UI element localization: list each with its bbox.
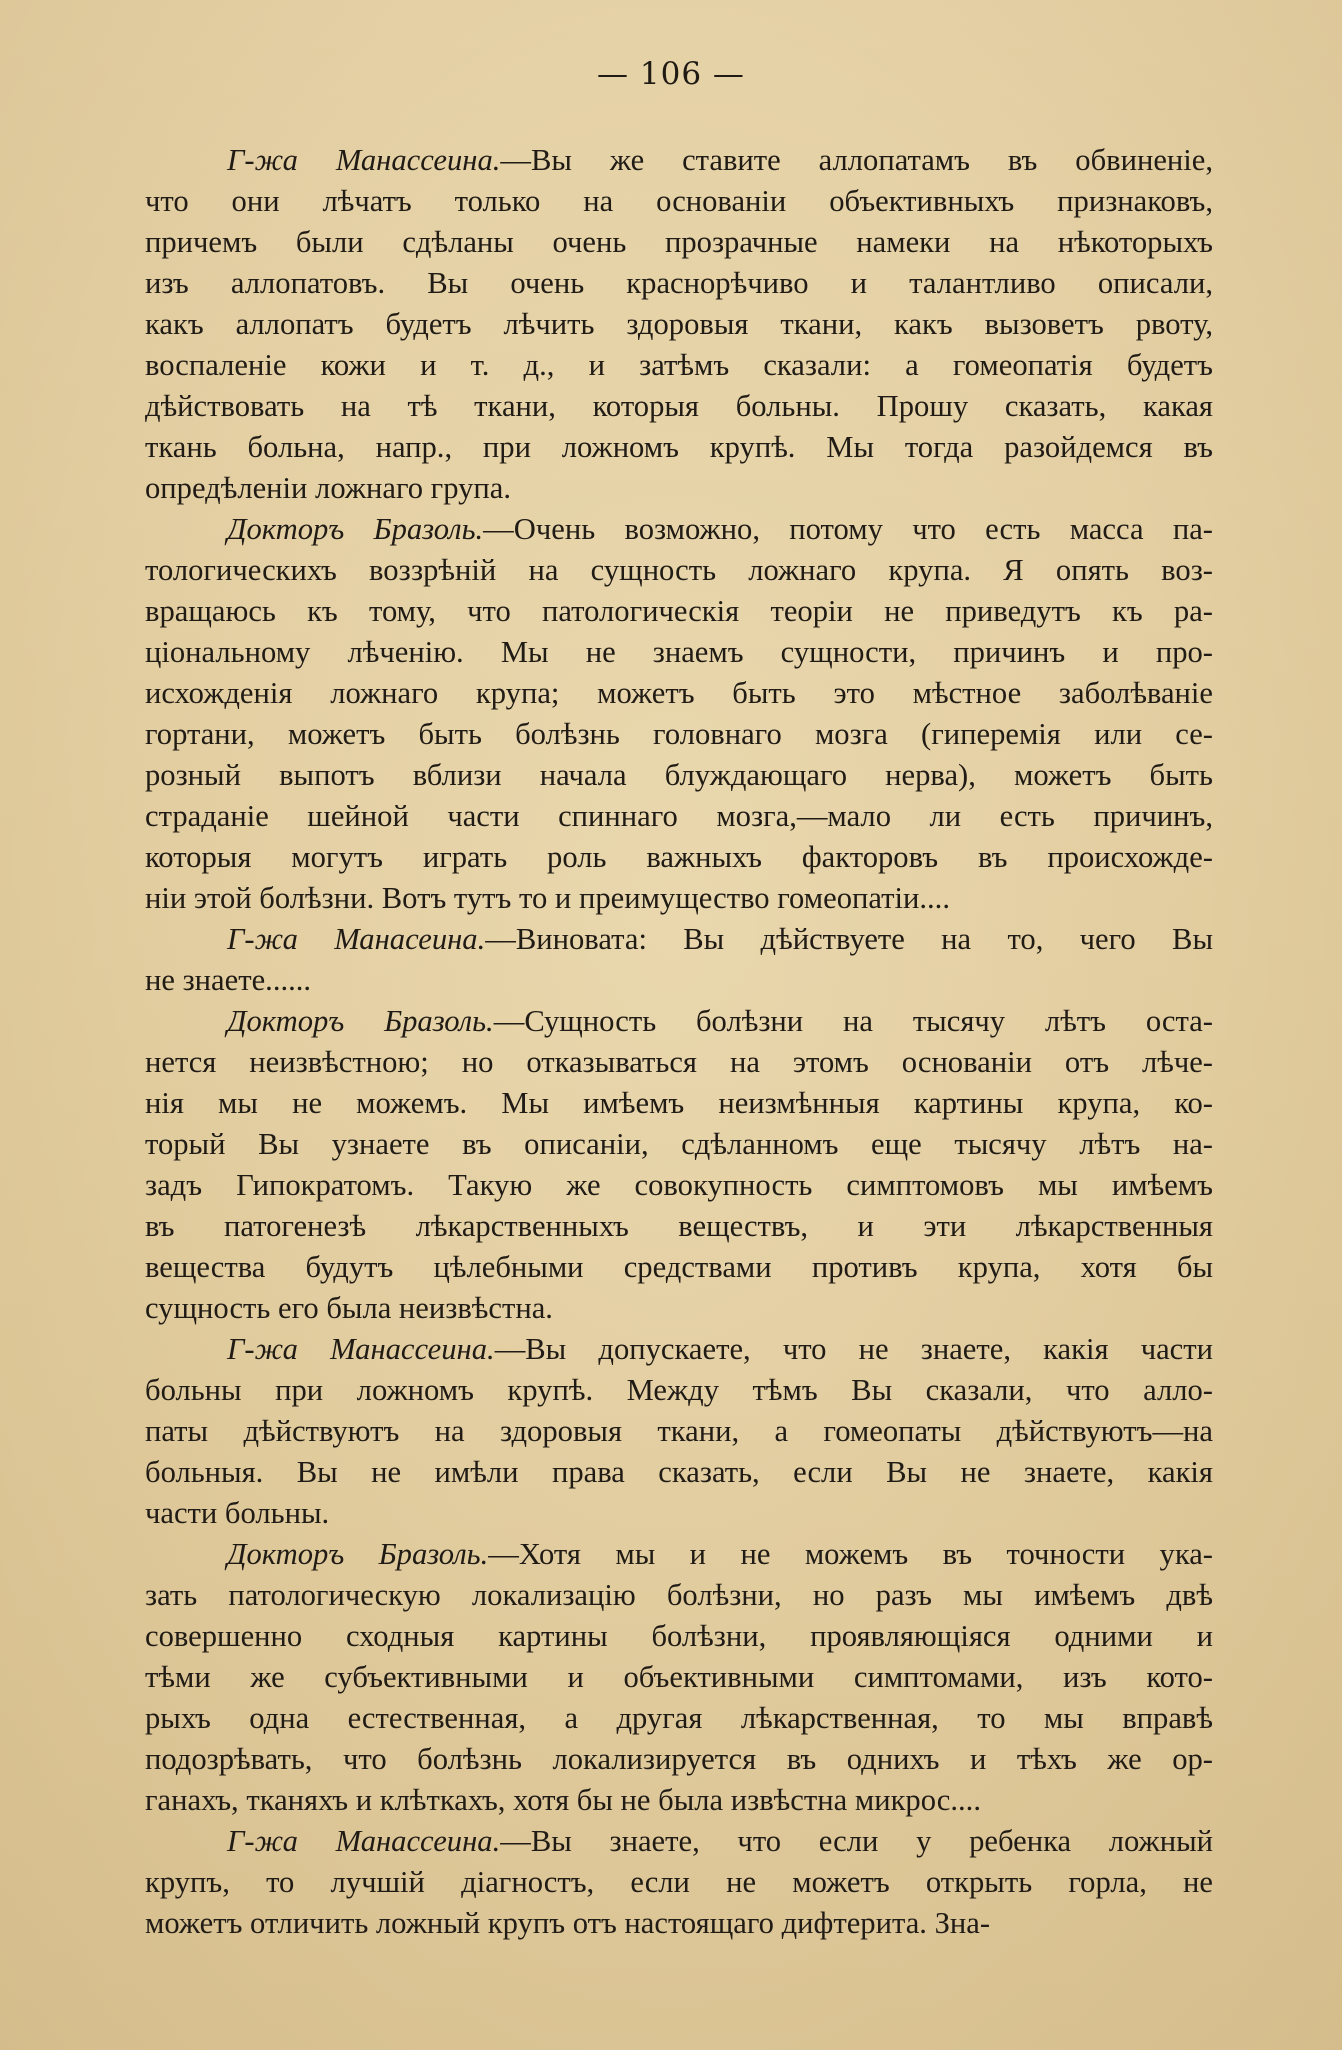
page-number: — 106 — bbox=[597, 56, 745, 92]
dialogue-paragraph bbox=[145, 1821, 1213, 1944]
text-line: больныя. Вы не имѣли права сказать, если Вы не знаете, какія bbox=[145, 1455, 1213, 1489]
line-text: —Очень возможно, потому что есть масса па- bbox=[483, 512, 1213, 546]
text-line: торый Вы узнаете въ описаніи, сдѣланномъ еще тысячу лѣтъ на- bbox=[145, 1127, 1213, 1161]
dialogue-paragraph bbox=[145, 140, 1213, 509]
text-line: задъ Гипократомъ. Такую же совокупность симптомовъ мы имѣемъ bbox=[145, 1168, 1213, 1202]
text-line: причемъ были сдѣланы очень прозрачные намеки на нѣкоторыхъ bbox=[145, 225, 1213, 259]
speaker-name: Г-жа Манассеина. bbox=[227, 143, 501, 177]
text-line bbox=[145, 1001, 1213, 1042]
text-line: въ патогенезѣ лѣкарственныхъ веществъ, и эти лѣкарственныя bbox=[145, 1209, 1213, 1243]
text-line: воспаленіе кожи и т. д., и затѣмъ сказали: а гомеопатія будетъ bbox=[145, 348, 1213, 382]
text-line bbox=[145, 1534, 1213, 1575]
text-line: которыя могутъ играть роль важныхъ факторовъ въ происхожде- bbox=[145, 840, 1213, 874]
text-line: крупъ, то лучшій діагностъ, если не можетъ открыть горла, не bbox=[145, 1865, 1213, 1899]
text-line: розный выпотъ вблизи начала блуждающаго нерва), можетъ быть bbox=[145, 758, 1213, 792]
text-line bbox=[145, 140, 1213, 181]
text-line: что они лѣчатъ только на основаніи объективныхъ признаковъ, bbox=[145, 184, 1213, 218]
text-line: изъ аллопатовъ. Вы очень краснорѣчиво и талантливо описали, bbox=[145, 266, 1213, 300]
speaker-name: Докторъ Бразоль. bbox=[227, 512, 484, 546]
text-line: вещества будутъ цѣлебными средствами противъ крупа, хотя бы bbox=[145, 1250, 1213, 1284]
text-line: ткань больна, напр., при ложномъ крупѣ. Мы тогда разойдемся въ bbox=[145, 430, 1213, 464]
text-line: страданіе шейной части спиннаго мозга,—мало ли есть причинъ, bbox=[145, 799, 1213, 833]
dialogue-paragraph bbox=[145, 919, 1213, 1001]
speaker-name: Докторъ Бразоль. bbox=[227, 1537, 489, 1571]
dialogue-paragraph bbox=[145, 1329, 1213, 1534]
text-line: какъ аллопатъ будетъ лѣчить здоровыя ткани, какъ вызоветъ рвоту, bbox=[145, 307, 1213, 341]
line-text: —Виновата: Вы дѣйствуете на то, чего Вы bbox=[485, 922, 1213, 956]
speaker-name: Г-жа Манасеина. bbox=[227, 922, 486, 956]
dialogue-paragraph bbox=[145, 509, 1213, 919]
page-body bbox=[145, 140, 1213, 1944]
text-line bbox=[145, 1329, 1213, 1370]
line-text: —Вы знаете, что если у ребенка ложный bbox=[500, 1824, 1213, 1858]
text-line: не знаете...... bbox=[145, 963, 312, 997]
text-line bbox=[145, 919, 1213, 960]
text-line: нія мы не можемъ. Мы имѣемъ неизмѣнныя картины крупа, ко- bbox=[145, 1086, 1213, 1120]
text-line bbox=[145, 509, 1213, 550]
text-line: паты дѣйствуютъ на здоровыя ткани, а гомеопаты дѣйствуютъ—на bbox=[145, 1414, 1213, 1448]
text-line: ганахъ, тканяхъ и клѣткахъ, хотя бы не была извѣстна микрос.... bbox=[145, 1783, 981, 1817]
text-line: подозрѣвать, что болѣзнь локализируется въ однихъ и тѣхъ же ор- bbox=[145, 1742, 1213, 1776]
line-text: —Хотя мы и не можемъ въ точности ука- bbox=[488, 1537, 1213, 1571]
text-line: можетъ отличить ложный крупъ отъ настоящаго дифтерита. Зна- bbox=[145, 1906, 991, 1940]
line-text: —Сущность болѣзни на тысячу лѣтъ оста- bbox=[493, 1004, 1213, 1038]
text-line: части больны. bbox=[145, 1496, 330, 1530]
text-line: тологическихъ воззрѣній на сущность ложнаго крупа. Я опять воз- bbox=[145, 553, 1213, 587]
speaker-name: Докторъ Бразоль. bbox=[227, 1004, 494, 1038]
text-line bbox=[145, 1821, 1213, 1862]
text-line: дѣйствовать на тѣ ткани, которыя больны. Прошу сказать, какая bbox=[145, 389, 1213, 423]
text-line: вращаюсь къ тому, что патологическія теоріи не приведутъ къ ра- bbox=[145, 594, 1213, 628]
text-line: зать патологическую локализацію болѣзни, но разъ мы имѣемъ двѣ bbox=[145, 1578, 1213, 1612]
dialogue-paragraph bbox=[145, 1001, 1213, 1329]
line-text: —Вы допускаете, что не знаете, какія части bbox=[494, 1332, 1213, 1366]
text-line: совершенно сходныя картины болѣзни, проявляющіяся одними и bbox=[145, 1619, 1213, 1653]
line-text: —Вы же ставите аллопатамъ въ обвиненіе, bbox=[500, 143, 1213, 177]
text-line: исхожденія ложнаго крупа; можетъ быть это мѣстное заболѣваніе bbox=[145, 676, 1213, 710]
text-line: нется неизвѣстною; но отказываться на этомъ основаніи отъ лѣче- bbox=[145, 1045, 1213, 1079]
text-line: сущность его была неизвѣстна. bbox=[145, 1291, 553, 1325]
text-line: тѣми же субъективными и объективными симптомами, изъ кото- bbox=[145, 1660, 1213, 1694]
text-line: ніи этой болѣзни. Вотъ тутъ то и преимущество гомеопатіи.... bbox=[145, 881, 950, 915]
text-line: опредѣленіи ложнаго група. bbox=[145, 471, 512, 505]
text-line: ціональному лѣченію. Мы не знаемъ сущности, причинъ и про- bbox=[145, 635, 1213, 669]
text-line: рыхъ одна естественная, а другая лѣкарственная, то мы вправѣ bbox=[145, 1701, 1213, 1735]
speaker-name: Г-жа Манассеина. bbox=[227, 1332, 495, 1366]
speaker-name: Г-жа Манассеина. bbox=[227, 1824, 501, 1858]
text-line: гортани, можетъ быть болѣзнь головнаго мозга (гиперемія или се- bbox=[145, 717, 1213, 751]
dialogue-paragraph bbox=[145, 1534, 1213, 1821]
text-line: больны при ложномъ крупѣ. Между тѣмъ Вы сказали, что алло- bbox=[145, 1373, 1213, 1407]
